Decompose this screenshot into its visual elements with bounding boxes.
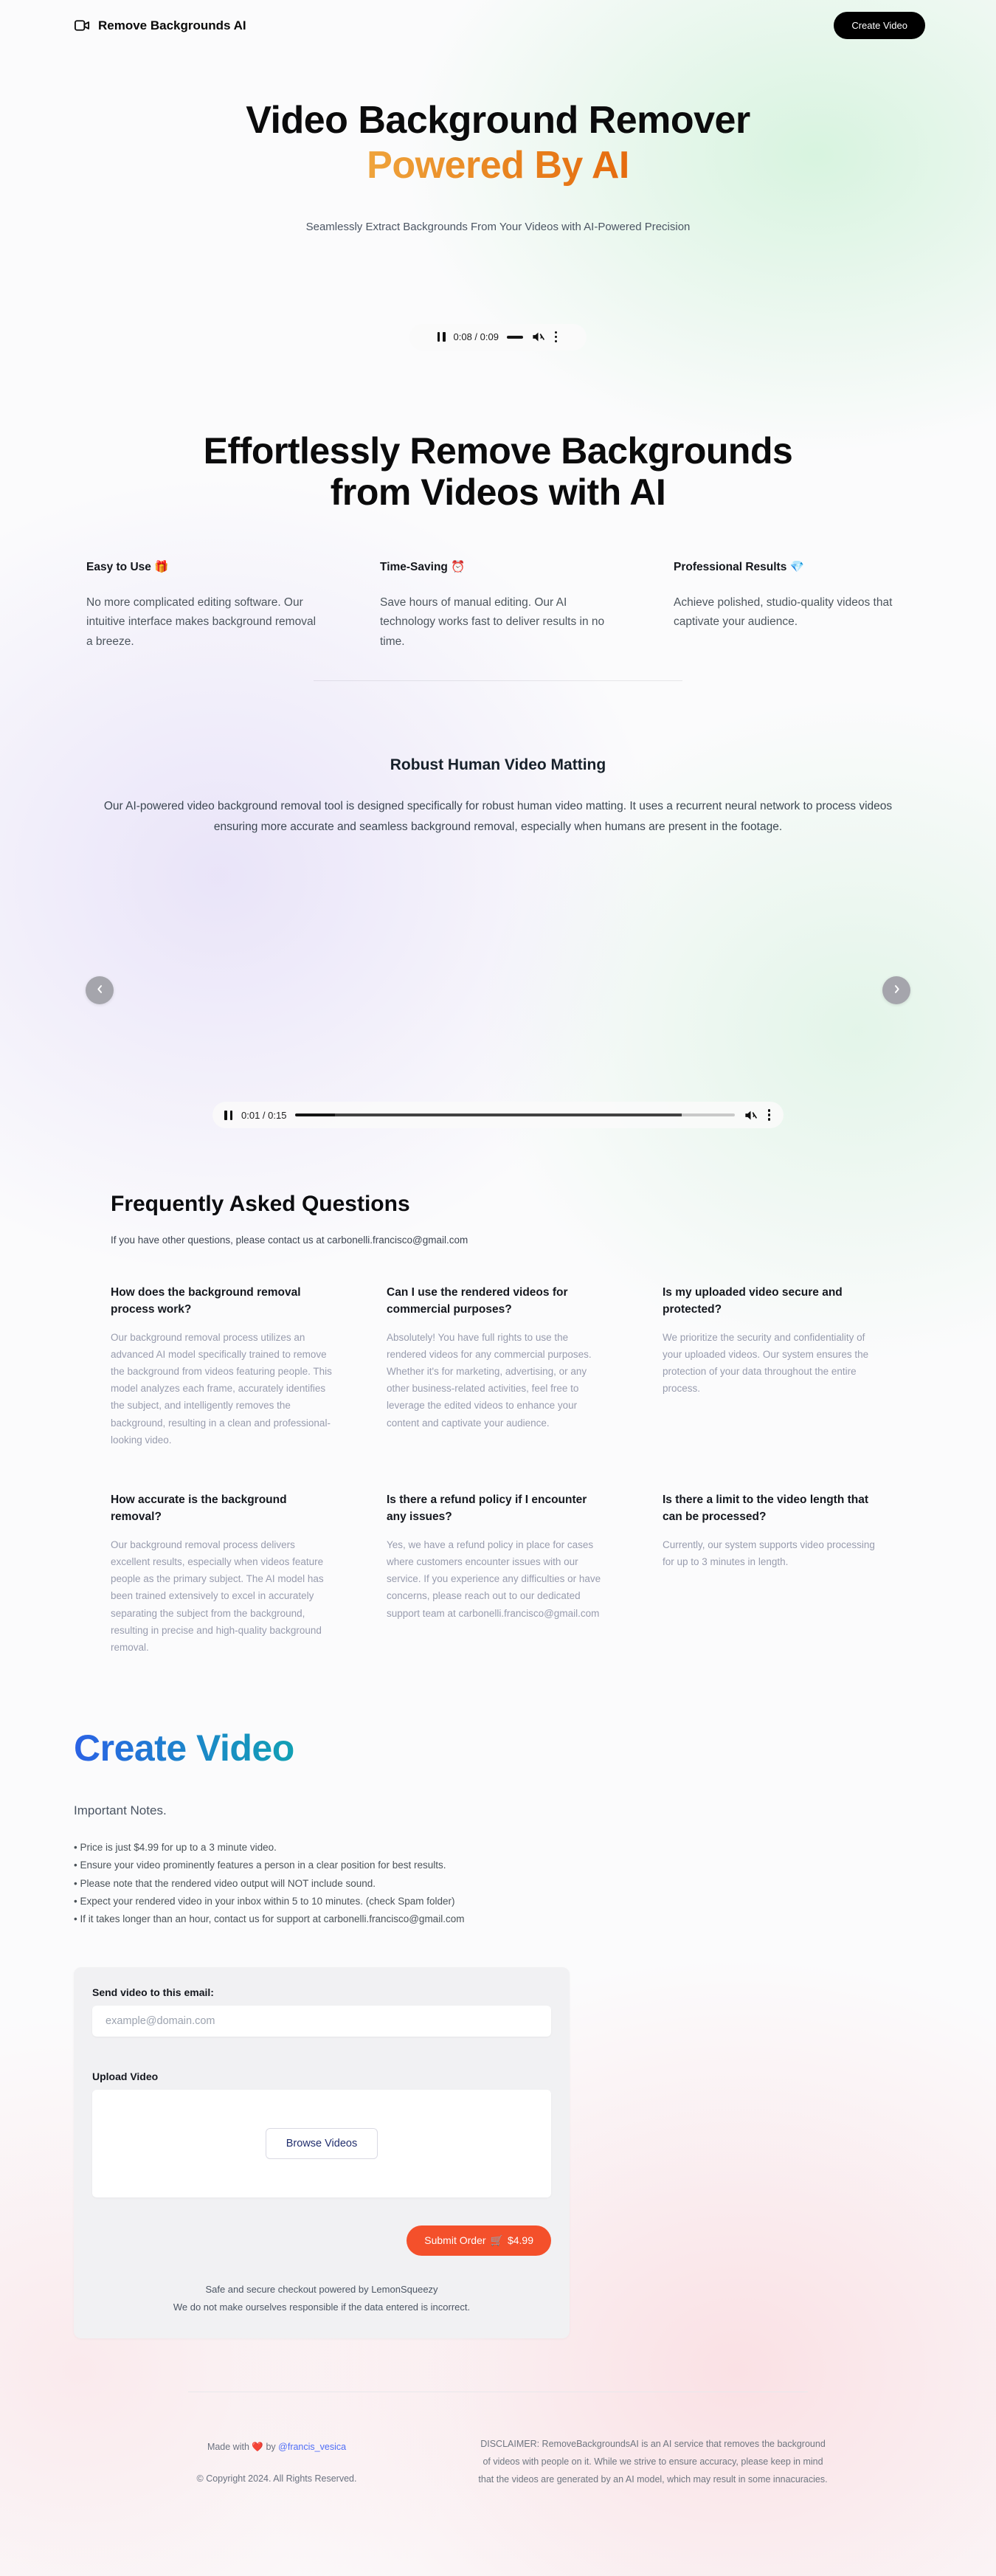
video-carousel	[0, 867, 996, 1177]
faq-item	[111, 1284, 333, 1448]
faq-subtitle: If you have other questions, please contact us at carbonelli.francisco@gmail.com	[111, 1235, 468, 1246]
faq-question: How accurate is the background removal?	[111, 1494, 287, 1524]
alarm-clock-emoji-icon: ⏰	[451, 560, 466, 573]
submit-price: $4.99	[507, 2234, 533, 2247]
faq-question: How does the background removal process work?	[111, 1286, 301, 1316]
pause-icon[interactable]	[224, 1111, 232, 1120]
heart-emoji-icon: ❤️	[252, 2442, 263, 2453]
hero-title-line1: Video Background Remover	[246, 99, 750, 142]
gem-emoji-icon: 💎	[789, 560, 804, 573]
faq-question: Is there a limit to the video length that can be processed?	[663, 1494, 869, 1524]
video-1-progress-bar[interactable]	[507, 336, 523, 339]
shopping-cart-emoji-icon: 🛒	[490, 2234, 503, 2246]
video-1-time: 0:08 / 0:09	[453, 331, 499, 343]
video-camera-icon	[74, 17, 91, 34]
faq-title: Frequently Asked Questions	[111, 1192, 410, 1217]
note-item: • Please note that the rendered video output will NOT include sound.	[74, 1877, 376, 1889]
gift-emoji-icon: 🎁	[154, 560, 169, 573]
faq-grid	[111, 1284, 885, 1656]
feature-time-saving	[380, 560, 616, 652]
video-2-progress-bar[interactable]	[295, 1113, 734, 1116]
note-item: • Price is just $4.99 for up to a 3 minute video.	[74, 1842, 277, 1854]
faq-item	[663, 1491, 885, 1656]
pause-icon[interactable]	[438, 332, 446, 342]
upload-video-label: Upload Video	[92, 2070, 159, 2082]
important-notes-list	[74, 1839, 922, 1928]
carousel-prev-button[interactable]	[86, 976, 114, 1004]
footer-disclaimer: DISCLAIMER: RemoveBackgroundsAI is an AI service that removes the background of videos with people on it. While we strive to ensure accuracy, please keep in mind that the videos are generated by an AI model, which may result in some innacuracies.	[478, 2438, 828, 2485]
author-handle-link[interactable]: @francis_vesica	[278, 2442, 347, 2453]
feature-text: Achieve polished, studio-quality videos that captivate your audience.	[674, 595, 893, 629]
feature-text: No more complicated editing software. Our intuitive interface makes background removal a breeze.	[86, 595, 317, 649]
brand	[74, 17, 246, 34]
email-label: Send video to this email:	[92, 1986, 214, 1998]
hero-subtitle: Seamlessly Extract Backgrounds From Your Videos with AI-Powered Precision	[305, 220, 691, 233]
kebab-menu-icon[interactable]	[553, 330, 559, 345]
faq-section	[111, 1192, 885, 1656]
faq-answer: Absolutely! You have full rights to use the rendered videos for any commercial purposes. Whether it's for marketing, advertising, or any other business-related activities, feel free to leverage the edited videos to enhance your content and captivate your audience.	[387, 1331, 592, 1429]
made-with-line: Made with ❤️ by @francis_vesica	[207, 2442, 347, 2453]
feature-title: Time-Saving ⏰	[380, 560, 466, 573]
feature-professional-results	[674, 560, 910, 652]
footer-content	[0, 2435, 996, 2489]
header	[0, 0, 996, 39]
create-video-section	[74, 1727, 922, 2338]
mute-icon[interactable]	[531, 330, 545, 344]
faq-answer: Currently, our system supports video processing for up to 3 minutes in length.	[663, 1539, 875, 1567]
feature-title: Easy to Use 🎁	[86, 560, 169, 573]
browse-videos-button[interactable]: Browse Videos	[266, 2128, 378, 2159]
checkout-note: Safe and secure checkout powered by LemonSqueezy We do not make ourselves responsible if the data entered is incorrect.	[173, 2283, 471, 2313]
matting-section	[0, 756, 996, 838]
faq-answer: Yes, we have a refund policy in place for cases where customers encounter issues with our service. If you experience any difficulties or have concerns, please reach out to our dedicated support team at carbonelli.francisco@gmail.com	[387, 1539, 601, 1619]
faq-item	[387, 1284, 609, 1448]
faq-answer: We prioritize the security and confidentiality of your uploaded videos. Our system ensures the protection of your data throughout the entire process.	[663, 1331, 869, 1395]
faq-item	[387, 1491, 609, 1656]
benefits-title-line1: Effortlessly Remove Backgrounds	[203, 429, 793, 472]
chevron-right-icon	[891, 984, 902, 997]
carousel-next-button[interactable]	[882, 976, 910, 1004]
upload-dropzone[interactable]	[92, 2090, 551, 2197]
hero-section	[0, 98, 996, 237]
note-item: • Ensure your video prominently features a person in a clear position for best results.	[74, 1860, 446, 1871]
matting-title: Robust Human Video Matting	[390, 756, 606, 773]
create-video-title: Create Video	[74, 1727, 294, 1769]
feature-text: Save hours of manual editing. Our AI technology works fast to deliver results in no time.	[380, 595, 605, 649]
matting-text: Our AI-powered video background removal tool is designed specifically for robust human video matting. It uses a recurrent neural network to process videos ensuring more accurate and seamless background removal, especially when humans are present in the footage.	[103, 799, 893, 833]
faq-answer: Our background removal process delivers excellent results, especially when videos feature people as the primary subject. The AI model has been trained extensively to excel in accurately separating the subject from the background, resulting in precise and high-quality background removal.	[111, 1539, 324, 1653]
faq-question: Is my uploaded video secure and protected?	[663, 1286, 843, 1316]
features-row	[70, 560, 926, 652]
hero-title-line2: Powered By AI	[367, 144, 629, 187]
create-video-button[interactable]: Create Video	[834, 12, 925, 39]
submit-order-button[interactable]: Submit Order 🛒 $4.99	[407, 2225, 551, 2256]
submit-row	[92, 2225, 551, 2256]
kebab-menu-icon[interactable]	[767, 1108, 772, 1122]
order-form-card	[74, 1967, 570, 2338]
note-item: • If it takes longer than an hour, contact us for support at carbonelli.francisco@gmail.com	[74, 1913, 465, 1925]
feature-title: Professional Results 💎	[674, 560, 804, 573]
copyright-text: © Copyright 2024. All Rights Reserved.	[196, 2473, 357, 2485]
footer	[0, 2392, 996, 2489]
important-notes-title: Important Notes.	[74, 1803, 167, 1818]
feature-easy-to-use	[86, 560, 322, 652]
benefits-section	[0, 430, 996, 681]
note-item: • Expect your rendered video in your inbox within 5 to 10 minutes. (check Spam folder)	[74, 1896, 455, 1907]
faq-item	[663, 1284, 885, 1448]
mute-icon[interactable]	[744, 1108, 758, 1122]
faq-item	[111, 1491, 333, 1656]
section-divider	[314, 680, 682, 681]
hero-title	[0, 98, 996, 189]
brand-name: Remove Backgrounds AI	[98, 18, 246, 32]
footer-left	[166, 2439, 387, 2484]
video-player-2-controls	[212, 1102, 784, 1128]
email-input[interactable]	[92, 2006, 551, 2037]
faq-question: Is there a refund policy if I encounter any issues?	[387, 1494, 587, 1524]
benefits-title	[0, 430, 996, 513]
faq-question: Can I use the rendered videos for commercial purposes?	[387, 1286, 568, 1316]
chevron-left-icon	[94, 984, 106, 997]
video-2-time: 0:01 / 0:15	[241, 1109, 287, 1121]
faq-answer: Our background removal process utilizes an advanced AI model specifically trained to remove the background from videos featuring people. This model analyzes each frame, accurately identifies the subject, and intelligently removes the background, resulting in a clean and professional-looking video.	[111, 1331, 332, 1446]
video-player-1-controls	[409, 324, 587, 351]
benefits-title-line2: from Videos with AI	[330, 471, 666, 513]
